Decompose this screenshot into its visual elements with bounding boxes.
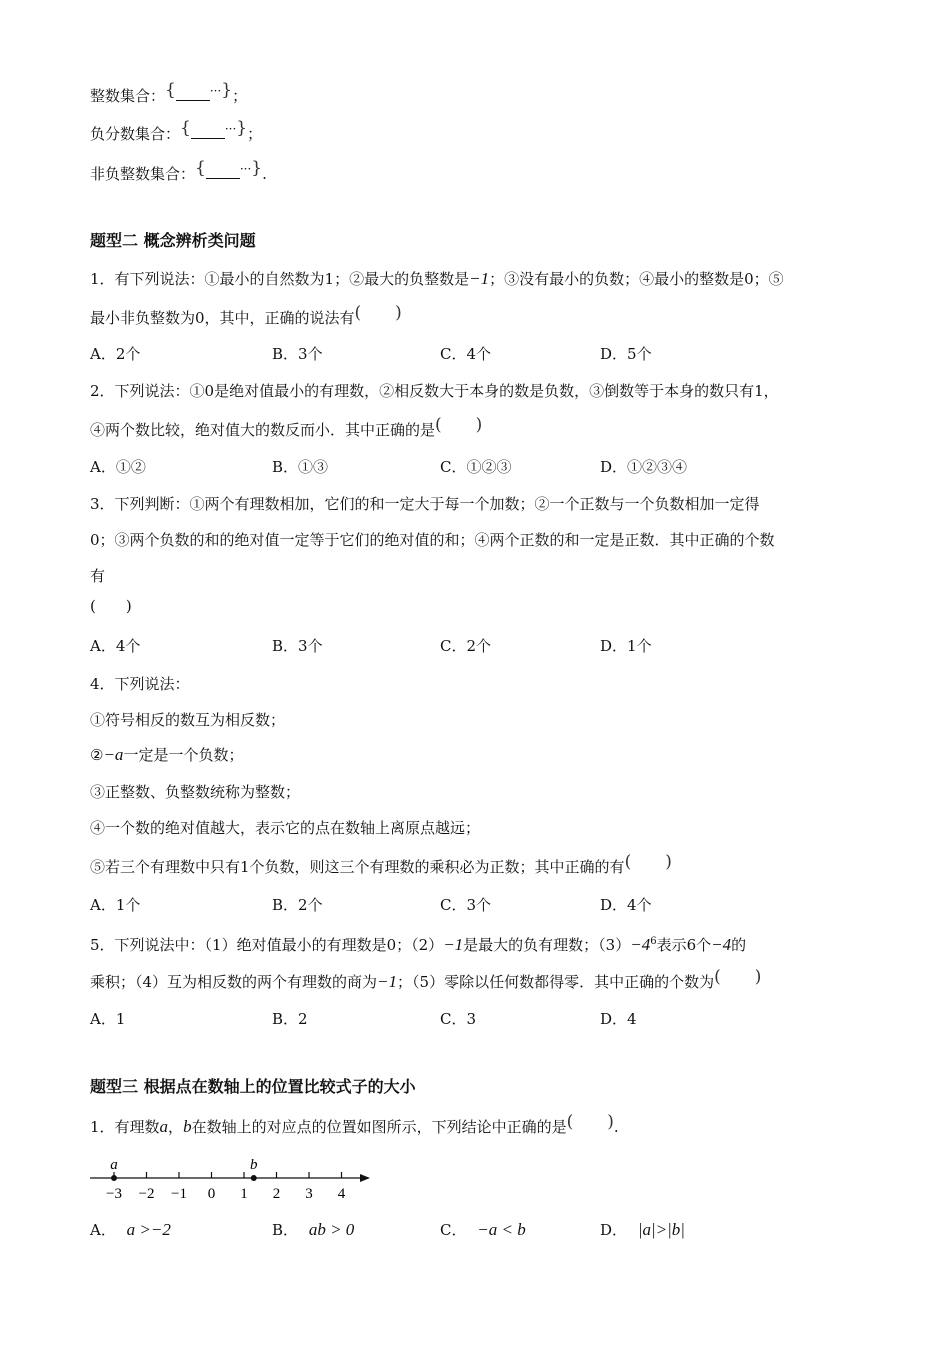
q4-statement-1: ①符号相反的数互为相反数； — [90, 711, 286, 729]
set-integers — [90, 80, 248, 107]
q2-line1: 2．下列说法：①0是绝对值最小的有理数，②相反数大于本身的数是负数，③倒数等于本身的数只有1， — [90, 382, 779, 400]
q1-text: 1．有下列说法：①最小的自然数为1；②最大的负整数是 — [90, 270, 470, 288]
s3q1-option-b[interactable] — [272, 1220, 354, 1240]
ellipsis: ··· — [209, 84, 222, 98]
q2-line2 — [90, 415, 483, 440]
math-minus-one: −1 — [443, 935, 464, 954]
set-end: ； — [232, 87, 248, 105]
answer-paren[interactable]: ( ) — [435, 415, 483, 435]
answer-paren[interactable]: ( ) — [714, 967, 762, 987]
q3-option-c[interactable]: C．2个 — [440, 637, 492, 655]
brace-open: { — [180, 118, 191, 138]
set-label: 整数集合： — [90, 87, 166, 105]
option-math: −a < b — [477, 1220, 526, 1239]
option-letter: D． — [600, 1221, 628, 1239]
number-line-tick-label: −2 — [138, 1186, 155, 1202]
brace-close: } — [221, 80, 233, 100]
option-letter: B． — [272, 1221, 299, 1239]
q5-text-d: 的 — [731, 936, 747, 954]
q5-option-a[interactable]: A．1 — [90, 1010, 126, 1028]
point-a-label: a — [110, 1157, 118, 1173]
q4-line1: 4．下列说法： — [90, 675, 190, 693]
q5-line1 — [90, 932, 746, 955]
s3q1-option-c[interactable] — [440, 1220, 526, 1240]
q5-text-f: ；（5）零除以任何数都得零．其中正确的个数为 — [397, 973, 715, 991]
math-minus-four: −4 — [630, 935, 651, 954]
set-end: ； — [247, 125, 263, 143]
math-a: a — [159, 1117, 169, 1136]
brace-close: } — [251, 158, 263, 178]
s3q1-text-pre: 1．有理数 — [90, 1118, 160, 1136]
q3-option-a[interactable]: A．4个 — [90, 637, 141, 655]
point-b-label: b — [250, 1157, 258, 1173]
q1-line1 — [90, 269, 784, 289]
ellipsis: ··· — [239, 162, 252, 176]
answer-paren[interactable]: ( ) — [624, 852, 672, 872]
q5-option-c[interactable]: C．3 — [440, 1010, 477, 1028]
math-b: b — [183, 1117, 192, 1136]
number-line-tick-label: 0 — [207, 1186, 216, 1202]
point-b — [251, 1175, 257, 1181]
q5-option-d[interactable]: D．4 — [600, 1010, 637, 1028]
set-label: 负分数集合： — [90, 125, 181, 143]
q3-line2: 0；③两个负数的和的绝对值一定等于它们的绝对值的和；④两个正数的和一定是正数．其中正确的个数 — [90, 531, 775, 549]
q5-text-e: 乘积；（4）互为相反数的两个有理数的商为 — [90, 973, 378, 991]
q3-line3: 有 — [90, 567, 106, 585]
q4-option-a[interactable]: A．1个 — [90, 896, 141, 914]
q4-statement-4: ④一个数的绝对值越大，表示它的点在数轴上离原点越远； — [90, 819, 481, 837]
q2-option-d[interactable]: D．①②③④ — [600, 458, 688, 476]
number-line-tick-label: 1 — [240, 1186, 248, 1202]
q3-line1: 3．下列判断：①两个有理数相加，它们的和一定大于每一个加数；②一个正数与一个负数相加一定得 — [90, 495, 760, 513]
q2-option-b[interactable]: B．①③ — [272, 458, 329, 476]
number-line — [88, 1150, 378, 1210]
math-exponent: 6 — [650, 936, 657, 947]
q4-statement-5 — [90, 852, 672, 877]
q4-s5-text: ⑤若三个有理数中只有1个负数，则这三个有理数的乘积必为正数；其中正确的有 — [90, 858, 625, 876]
q3-option-b[interactable]: B．3个 — [272, 637, 323, 655]
q1-line2 — [90, 303, 402, 328]
q2-text2: ④两个数比较，绝对值大的数反而小．其中正确的是 — [90, 421, 436, 439]
q4-statement-3: ③正整数、负整数统称为整数； — [90, 783, 301, 801]
option-letter: A． — [90, 1221, 116, 1239]
option-letter: C． — [440, 1221, 467, 1239]
answer-paren[interactable]: ( ) — [354, 303, 402, 323]
brace-open: { — [195, 158, 206, 178]
q4-option-b[interactable]: B．2个 — [272, 896, 323, 914]
q5-text-c: 表示6个 — [656, 936, 712, 954]
brace-open: { — [165, 80, 176, 100]
s3q1-text-post: 在数轴上的对应点的位置如图所示，下列结论中正确的是 — [191, 1118, 567, 1136]
answer-blank[interactable] — [176, 86, 210, 101]
math-minus-one-2: −1 — [377, 972, 398, 991]
number-line-tick-label: −1 — [171, 1186, 187, 1202]
set-end: . — [262, 165, 267, 183]
q4-s2-text: 一定是一个负数； — [123, 746, 244, 764]
section2-title: 题型二 概念辨析类问题 — [90, 231, 256, 250]
q1-option-b[interactable]: B．3个 — [272, 345, 323, 363]
s3q1-period: . — [613, 1118, 619, 1136]
q1-option-a[interactable]: A．2个 — [90, 345, 141, 363]
q1-option-c[interactable]: C．4个 — [440, 345, 492, 363]
option-math: |a|>|b| — [637, 1220, 685, 1239]
q4-option-d[interactable]: D．4个 — [600, 896, 652, 914]
answer-blank[interactable] — [206, 164, 240, 179]
q4-option-c[interactable]: C．3个 — [440, 896, 492, 914]
number-line-tick-label: 2 — [272, 1186, 281, 1202]
q5-option-b[interactable]: B．2 — [272, 1010, 308, 1028]
number-line-tick-label: 4 — [337, 1186, 346, 1202]
q2-option-a[interactable]: A．①② — [90, 458, 146, 476]
ellipsis: ··· — [224, 122, 237, 136]
number-line-tick-label: −3 — [106, 1186, 122, 1202]
q5-text-a: 5．下列说法中：（1）绝对值最小的有理数是0；（2） — [90, 936, 444, 954]
set-negative-fractions — [90, 118, 263, 145]
option-math: ab > 0 — [308, 1220, 355, 1239]
math-minus-one: −1 — [469, 269, 490, 288]
q1-text-rest: ；③没有最小的负数；④最小的整数是0；⑤ — [489, 270, 784, 288]
answer-paren[interactable]: ( ) — [566, 1112, 614, 1132]
set-label: 非负整数集合： — [90, 165, 196, 183]
q5-line2 — [90, 967, 762, 992]
number-line-arrow — [360, 1174, 370, 1182]
section3-title: 题型三 根据点在数轴上的位置比较式子的大小 — [90, 1077, 416, 1096]
point-a — [111, 1175, 117, 1181]
s3q1-option-d[interactable] — [600, 1220, 685, 1240]
set-nonnegative-integers — [90, 158, 267, 185]
q3-option-d[interactable]: D．1个 — [600, 637, 652, 655]
q3-answer-paren[interactable]: ( ) — [90, 597, 132, 615]
number-line-tick-label: 3 — [305, 1186, 313, 1202]
option-math: a >−2 — [126, 1220, 171, 1239]
math-neg-a: −a — [103, 745, 124, 764]
circled-2: ② — [90, 746, 104, 764]
brace-close: } — [236, 118, 248, 138]
s3-q1-line — [90, 1112, 619, 1137]
q1-option-d[interactable]: D．5个 — [600, 345, 652, 363]
q1-text2: 最小非负整数为0，其中，正确的说法有 — [90, 309, 355, 327]
s3q1-comma: ， — [168, 1118, 184, 1136]
q2-option-c[interactable]: C．①②③ — [440, 458, 512, 476]
q5-text-b: 是最大的负有理数；（3） — [463, 936, 631, 954]
math-minus-four-2: −4 — [711, 935, 732, 954]
s3q1-option-a[interactable] — [90, 1220, 171, 1240]
answer-blank[interactable] — [191, 124, 225, 139]
q4-statement-2 — [90, 745, 243, 765]
